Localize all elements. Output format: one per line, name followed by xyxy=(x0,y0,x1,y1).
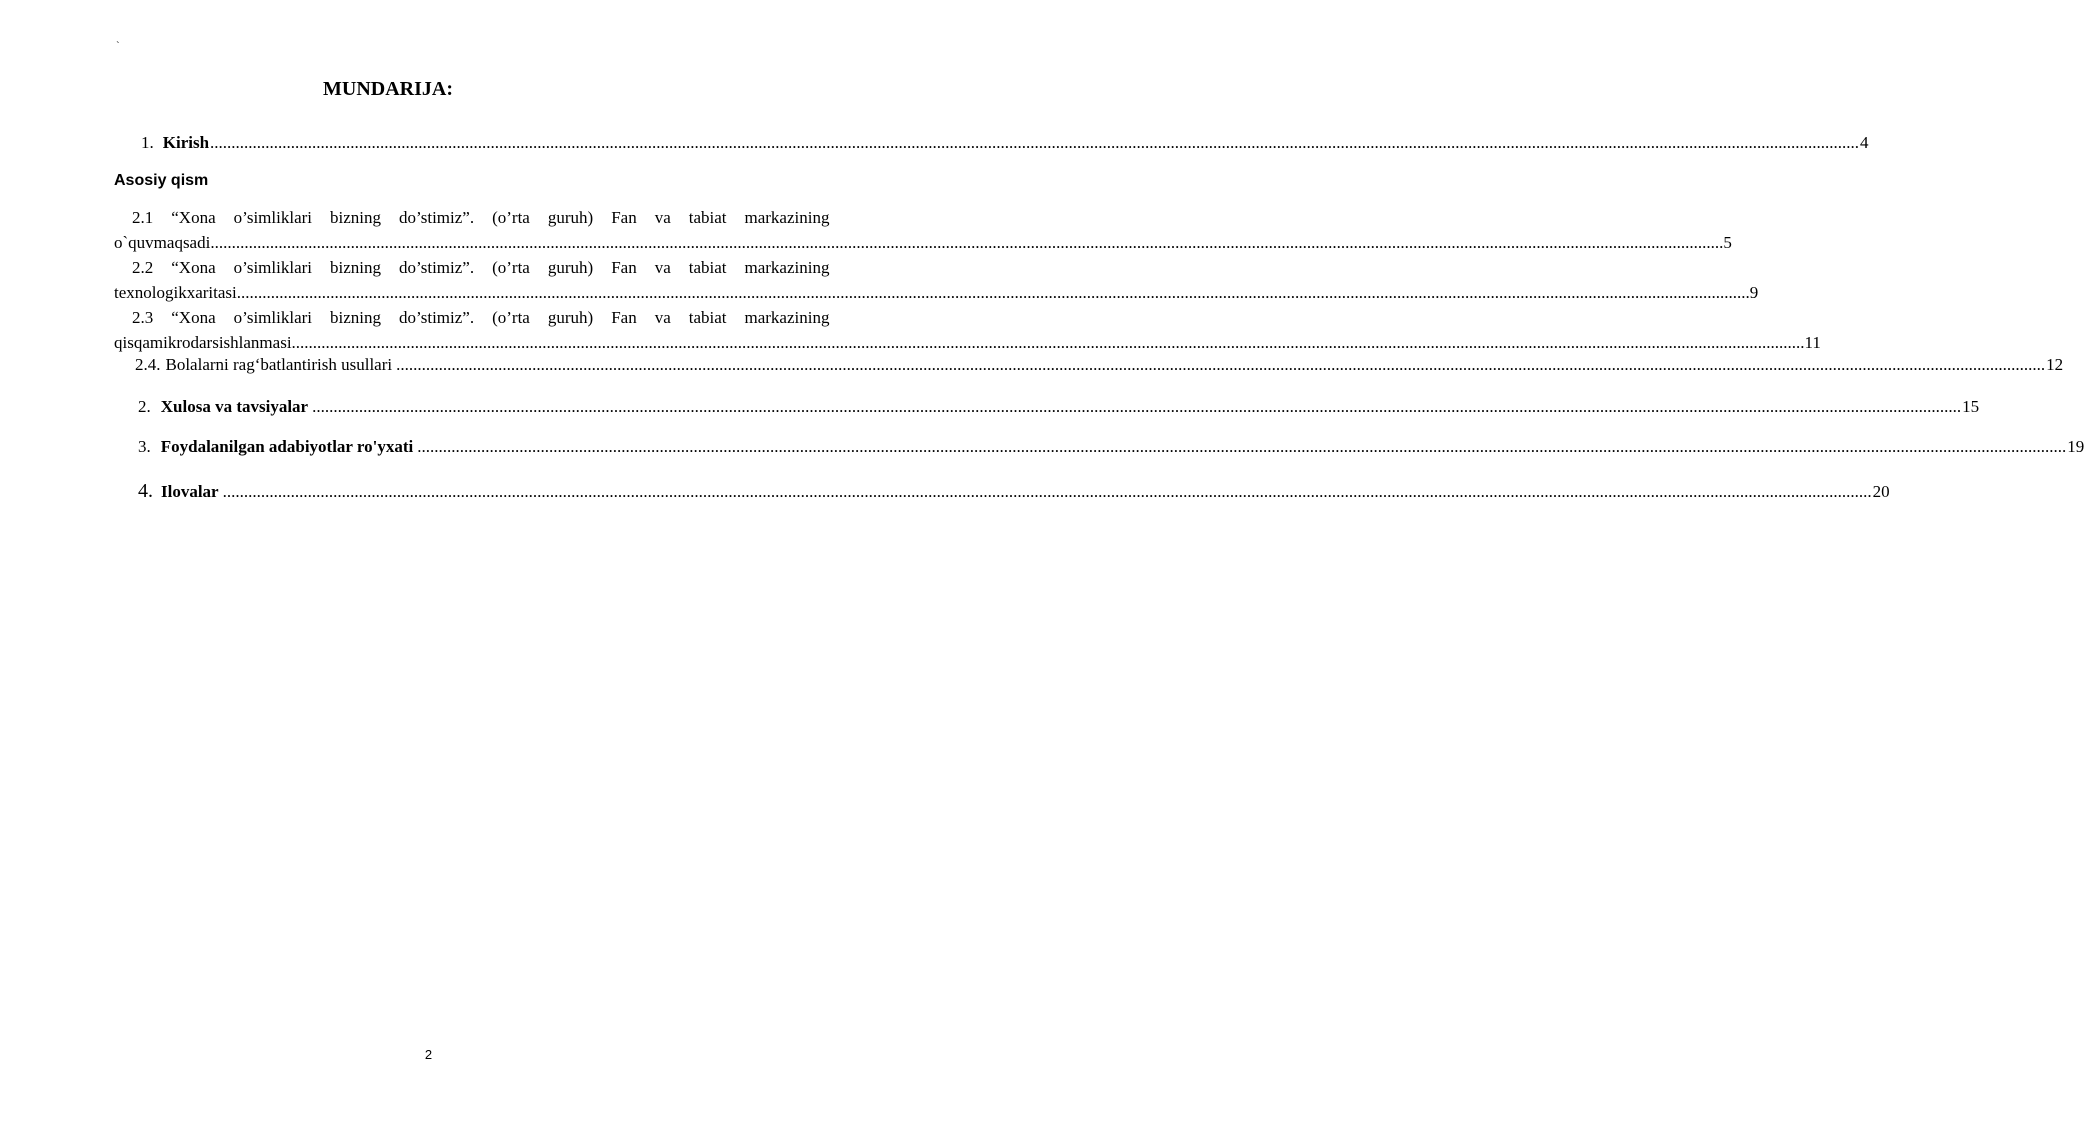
toc-entry-2-4[interactable] xyxy=(135,355,2064,375)
toc-entry-label: Bolalarni rag‘batlantirish usullari xyxy=(165,355,393,374)
toc-entry-word: “Xona xyxy=(171,208,216,227)
toc-entry-word: “Xona xyxy=(171,308,216,327)
toc-leader-dots xyxy=(396,355,2045,375)
toc-leader-dots xyxy=(237,280,1750,305)
toc-entry-word: markazining xyxy=(744,258,830,277)
toc-entry-word: bizning xyxy=(330,308,382,327)
toc-entry-intro[interactable] xyxy=(141,133,1869,153)
toc-entry-word: bizning xyxy=(330,258,382,277)
toc-entry-page: 15 xyxy=(1962,397,1980,416)
toc-entry-word: do’stimiz”. xyxy=(399,208,475,227)
page-number: 2 xyxy=(424,1047,433,1062)
toc-entry-page: 11 xyxy=(1804,333,1821,352)
toc-entry-word: mikrodars xyxy=(149,333,219,352)
toc-leader-dots xyxy=(312,397,1961,417)
toc-entry-conclusion[interactable] xyxy=(138,397,1980,417)
corner-mark: ` xyxy=(116,40,120,52)
toc-entry-word: 2.3 xyxy=(132,308,154,327)
toc-entry-number: 1. xyxy=(141,133,154,152)
toc-entry-word: o’simliklari xyxy=(233,208,313,227)
toc-entry-word: do’stimiz”. xyxy=(399,308,475,327)
toc-entry-word: guruh) xyxy=(547,308,594,327)
toc-entry-2-1[interactable] xyxy=(114,205,1732,255)
toc-entry-word: va xyxy=(654,208,671,227)
toc-entry-word: do’stimiz”. xyxy=(399,258,475,277)
toc-leader-dots xyxy=(210,230,1723,255)
toc-entry-word: o’simliklari xyxy=(233,308,313,327)
toc-entry-label: Foydalanilgan adabiyotlar ro'yxati xyxy=(160,437,414,456)
toc-entry-word: guruh) xyxy=(547,208,594,227)
toc-entry-references[interactable] xyxy=(138,437,2084,457)
toc-entry-label: Xulosa va tavsiyalar xyxy=(160,397,309,416)
toc-entry-word: Fan xyxy=(611,208,637,227)
toc-entry-word: “Xona xyxy=(171,258,216,277)
toc-entry-label: Ilovalar xyxy=(161,482,219,501)
toc-leader-dots xyxy=(417,437,2066,457)
toc-entry-word: tabiat xyxy=(688,208,727,227)
toc-entry-2-3[interactable] xyxy=(114,305,1821,355)
toc-entry-word: Fan xyxy=(611,258,637,277)
toc-entry-number: 2. xyxy=(138,397,151,416)
toc-entry-word: (o’rta xyxy=(492,258,530,277)
toc-entry-page: 20 xyxy=(1872,482,1890,501)
toc-entry-word: texnologik xyxy=(114,283,187,302)
toc-entry-word: va xyxy=(654,308,671,327)
toc-entry-label: Kirish xyxy=(162,133,210,152)
toc-entry-number: 2.4. xyxy=(135,355,161,374)
toc-entry-word: maqsadi xyxy=(153,233,211,252)
toc-entry-page: 5 xyxy=(1723,233,1732,252)
toc-entry-word: markazining xyxy=(744,208,830,227)
toc-entry-line xyxy=(114,280,1759,305)
toc-entry-number: 3. xyxy=(138,437,151,456)
toc-entry-number: 4. xyxy=(138,480,153,502)
toc-entry-page: 12 xyxy=(2046,355,2064,374)
toc-entry-word: ishlanmasi xyxy=(218,333,292,352)
toc-entry-line xyxy=(114,205,830,230)
toc-entry-word: markazining xyxy=(744,308,830,327)
toc-entry-line xyxy=(114,330,1821,355)
toc-entry-word: va xyxy=(654,258,671,277)
toc-entry-word: (o’rta xyxy=(492,308,530,327)
section-heading: Asosiy qism xyxy=(114,172,209,189)
toc-entry-word: Fan xyxy=(611,308,637,327)
toc-entry-word: tabiat xyxy=(688,258,727,277)
toc-entry-word: xaritasi xyxy=(186,283,237,302)
toc-leader-dots xyxy=(210,133,1859,153)
toc-entry-word: qisqa xyxy=(114,333,150,352)
toc-entry-word: (o’rta xyxy=(492,208,530,227)
toc-entry-line xyxy=(114,230,1732,255)
toc-entry-line xyxy=(114,255,830,280)
toc-entry-word: guruh) xyxy=(547,258,594,277)
toc-entry-word: tabiat xyxy=(688,308,727,327)
toc-leader-dots xyxy=(223,482,1872,502)
page-title: MUNDARIJA: xyxy=(323,78,453,100)
toc-entry-word: 2.1 xyxy=(132,208,154,227)
toc-entry-word: o`quv xyxy=(114,233,154,252)
toc-entry-word: o’simliklari xyxy=(233,258,313,277)
toc-leader-dots xyxy=(292,330,1805,355)
toc-entry-word: 2.2 xyxy=(132,258,154,277)
toc-entry-page: 9 xyxy=(1749,283,1759,302)
toc-entry-appendices[interactable] xyxy=(138,480,1890,503)
toc-entry-word: bizning xyxy=(330,208,382,227)
toc-entry-2-2[interactable] xyxy=(114,255,1759,305)
toc-entry-page: 4 xyxy=(1860,133,1869,152)
toc-entry-line xyxy=(114,305,830,330)
toc-entry-page: 19 xyxy=(2067,437,2084,456)
